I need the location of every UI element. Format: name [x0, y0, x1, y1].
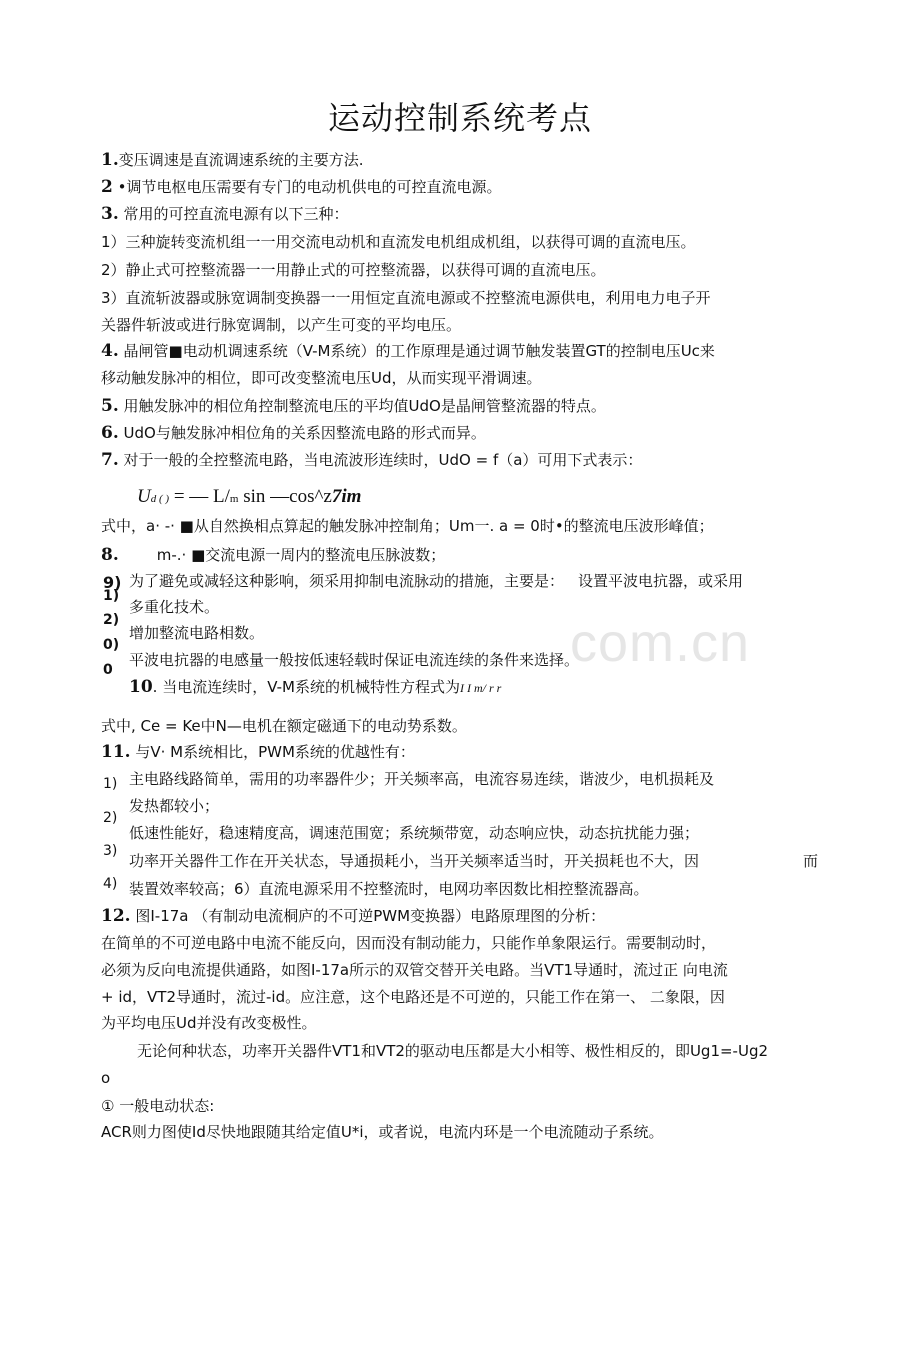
- item-8: [101, 545, 445, 565]
- formula-body: = — L/: [173, 486, 230, 507]
- item-text: 用触发脉冲的相位角控制整流电压的平均值UdO是晶闸管整流器的特点。: [123, 397, 606, 415]
- formula-fragment: I I m/ r r: [459, 681, 502, 695]
- marker: 4): [103, 876, 118, 892]
- item-9-line-2: 多重化技术。: [129, 598, 220, 616]
- item-text: 对于一般的全控整流电路，当电流波形连续时，UdO = f（a）可用下式表示：: [123, 451, 643, 469]
- item-10: [129, 677, 501, 698]
- item-number: 4.: [101, 341, 119, 361]
- item-10-note: 式中, Ce = Ke中N—电机在额定磁通下的电动势系数。: [101, 717, 467, 735]
- item-3-sub-3-cont: 关器件斩波或进行脉宽调制，以产生可变的平均电压。: [101, 316, 462, 334]
- marker: 2): [103, 810, 118, 826]
- item-11-c-end: 而: [803, 852, 819, 870]
- item-text: 为了避免或减轻这种影响，须采用抑制电流脉动的措施，主要是：: [129, 572, 565, 590]
- item-3-sub-1: 1）三种旋转变流机组一一用交流电动机和直流发电机组成机组，以获得可调的直流电压。: [101, 233, 696, 251]
- item-number: 5.: [101, 396, 119, 416]
- item-4: [101, 341, 715, 361]
- paragraph-line: 为平均电压Ud并没有改变极性。: [101, 1014, 317, 1032]
- item-number: 3.: [101, 204, 119, 224]
- item-number: 12.: [101, 906, 131, 926]
- item-11: [101, 742, 415, 762]
- item-11-a: 主电路线路简单，需用的功率器件少；开关频率高，电流容易连续，谐波少，电机损耗及: [129, 770, 715, 788]
- item-number: 2: [101, 177, 113, 197]
- item-number: 7.: [101, 450, 119, 470]
- item-9-line-4: 平波电抗器的电感量一般按低速轻载时保证电流连续的条件来选择。: [129, 651, 580, 669]
- paragraph-line: 必须为反向电流提供通路，如图I-17a所示的双管交替开关电路。当VT1导通时，流过正 向电流: [101, 961, 728, 979]
- item-11-b: 低速性能好，稳速精度高，调速范围宽；系统频带宽，动态响应快，动态抗扰能力强；: [129, 824, 700, 842]
- item-9-line-1: [129, 571, 743, 591]
- item-3: [101, 204, 349, 224]
- item-text: 常用的可控直流电源有以下三种：: [123, 205, 349, 223]
- paragraph-line: + id，VT2导通时，流过-id。应注意，这个电路还是不可逆的，只能工作在第一、 二象限，因: [101, 988, 725, 1006]
- formula-ud: U: [137, 486, 151, 507]
- item-number: 8.: [101, 545, 119, 565]
- item-3-sub-3: 3）直流斩波器或脉宽调制变换器一一用恒定直流电源或不控整流电源供电，利用电力电子开: [101, 289, 711, 307]
- item-text: 功率开关器件工作在开关状态，导通损耗小，当开关频率适当时，开关损耗也不大，因: [129, 852, 700, 870]
- marker: 1): [103, 776, 118, 792]
- item-number: 11.: [101, 742, 131, 762]
- item-5: [101, 396, 606, 416]
- paragraph-line: ACR则力图使Id尽快地跟随其给定值U*i，或者说，电流内环是一个电流随动子系统。: [101, 1123, 664, 1141]
- formula-sub: d ( ): [150, 493, 170, 505]
- item-12: [101, 906, 605, 926]
- item-text: 变压调速是直流调速系统的主要方法.: [118, 151, 364, 169]
- paragraph-line: 在简单的不可逆电路中电流不能反向，因而没有制动能力，只能作单象限运行。需要制动时，: [101, 934, 717, 952]
- paragraph-line: o: [101, 1069, 111, 1087]
- marker: 2): [103, 612, 120, 628]
- item-number: 1.: [101, 150, 119, 170]
- item-7: [101, 450, 642, 470]
- item-4-cont: 移动触发脉冲的相位，即可改变整流电压Ud，从而实现平滑调速。: [101, 369, 542, 387]
- item-3-sub-2: 2）静止式可控整流器一一用静止式的可控整流器，以获得可调的直流电压。: [101, 261, 606, 279]
- item-text: 图I-17a （有制动电流桐庐的不可逆PWM变换器）电路原理图的分析：: [135, 907, 606, 925]
- item-text: UdO与触发脉冲相位角的关系因整流电路的形式而异。: [123, 424, 486, 442]
- formula-body-2: sin —cos^z: [238, 486, 332, 507]
- item-number: 10: [129, 677, 153, 697]
- paragraph-line: ① 一般电动状态:: [101, 1097, 215, 1115]
- item-11-a-cont: 发热都较小；: [129, 797, 220, 815]
- item-7-note: 式中，a· -· ■从自然换相点算起的触发脉冲控制角；Um一. a = 0时•的整流电压波形峰值；: [101, 517, 714, 535]
- item-text: 晶闸管■电动机调速系统（V-M系统）的工作原理是通过调节触发装置GT的控制电压Uc来: [123, 342, 715, 360]
- marker: 9): [103, 573, 122, 592]
- item-text: . 当电流连续时，V-M系统的机械特性方程式为: [152, 678, 460, 696]
- marker: 0: [103, 662, 113, 678]
- item-text: 设置平波电抗器，或采用: [578, 572, 744, 590]
- page-title: 运动控制系统考点: [327, 99, 592, 137]
- marker: 3): [103, 843, 118, 859]
- item-text: m-.· ■交流电源一周内的整流电压脉波数；: [156, 546, 446, 564]
- item-text: •调节电枢电压需要有专门的电动机供电的可控直流电源。: [117, 178, 502, 196]
- watermark: com.cn: [570, 613, 751, 673]
- formula: [137, 487, 361, 509]
- marker: 0): [103, 637, 120, 653]
- marker: 1): [103, 588, 120, 604]
- item-2: [101, 177, 501, 197]
- item-1: [101, 150, 364, 170]
- item-9-line-3: 增加整流电路相数。: [129, 624, 265, 642]
- item-number: 6.: [101, 423, 119, 443]
- item-11-c: [129, 851, 699, 871]
- formula-tail: 7im: [331, 486, 362, 507]
- item-11-c-cont: 装置效率较高；6）直流电源采用不控整流时，电网功率因数比相控整流器高。: [129, 880, 649, 898]
- item-6: [101, 423, 486, 443]
- paragraph-line: 无论何种状态，功率开关器件VT1和VT2的驱动电压都是大小相等、极性相反的，即Ug1=-Ug2: [137, 1042, 769, 1060]
- formula-sub-m: m: [229, 493, 239, 505]
- item-text: 与V· M系统相比，PWM系统的优越性有：: [135, 743, 415, 761]
